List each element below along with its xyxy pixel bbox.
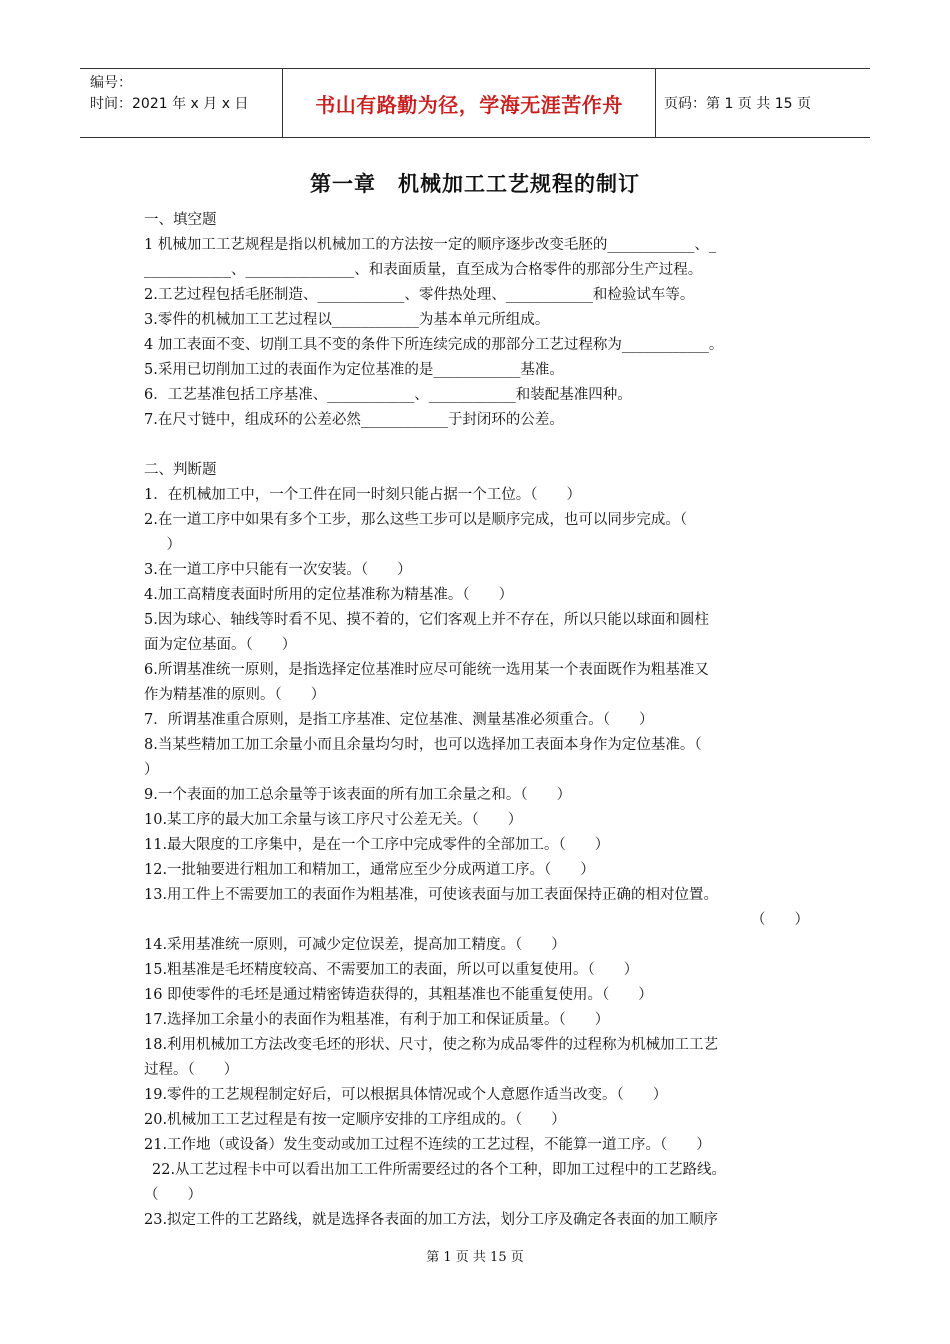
question-line: 13.用工件上不需要加工的表面作为粗基准，可使该表面与加工表面保持正确的相对位置。 (144, 887, 719, 903)
document-body (144, 208, 809, 1233)
page-footer: 第 1 页 共 15 页 (426, 1250, 524, 1265)
header-meta (80, 69, 282, 137)
question-line: 3.零件的机械加工工艺过程以____________为基本单元所组成。 (144, 312, 550, 328)
motto: 书山有路勤为径，学海无涯苦作舟 (282, 69, 656, 137)
question-line: 10.某工序的最大加工余量与该工序尺寸公差无关。（ ） (144, 812, 523, 828)
question-line: 18.利用机械加工方法改变毛坯的形状、尺寸，使之称为成品零件的过程称为机械加工工艺 (144, 1037, 719, 1053)
question-line: 3.在一道工序中只能有一次安装。（ ） (144, 562, 412, 578)
time-label: 时间：2021 年 x 月 x 日 (90, 96, 249, 112)
question-line: 7.在尺寸链中，组成环的公差必然____________于封闭环的公差。 (144, 412, 564, 428)
question-line: 17.选择加工余量小的表面作为粗基准，有利于加工和保证质量。（ ） (144, 1012, 610, 1028)
question-line: 14.采用基准统一原则，可减少定位误差，提高加工精度。（ ） (144, 937, 566, 953)
question-line: 23.拟定工件的工艺路线，就是选择各表面的加工方法，划分工序及确定各表面的加工顺序 (144, 1212, 719, 1228)
question-line: （ ） (751, 912, 809, 928)
header-page-info: 页码：第 1 页 共 15 页 (664, 96, 811, 112)
question-line: （ ） (144, 1187, 202, 1203)
question-line: 5.因为球心、轴线等时看不见、摸不着的，它们客观上并不存在，所以只能以球面和圆柱 (144, 612, 709, 628)
question-line: 4 加工表面不变、切削工具不变的条件下所连续完成的那部分工艺过程称为____________。 (144, 337, 724, 353)
question-line: 12.一批轴要进行粗加工和精加工，通常应至少分成两道工序。（ ） (144, 862, 595, 878)
fill-blank-questions (144, 233, 809, 433)
question-line: 7．所谓基准重合原则，是指工序基准、定位基准、测量基准必须重合。（ ） (144, 712, 654, 728)
number-label: 编号： (90, 75, 132, 91)
judge-questions (144, 483, 809, 1233)
question-line: ____________、_______________、和表面质量，直至成为合格零件的那部分生产过程。 (144, 262, 703, 278)
question-line: 5.采用已切削加工过的表面作为定位基准的是____________基准。 (144, 362, 564, 378)
chapter-title: 第一章 机械加工工艺规程的制订 (310, 172, 640, 196)
question-line: 20.机械加工工艺过程是有按一定顺序安排的工序组成的。（ ） (144, 1112, 566, 1128)
question-line: 2.工艺过程包括毛胚制造、____________、零件热处理、____________和检验试车等。 (144, 287, 695, 303)
question-line: 1．在机械加工中，一个工件在同一时刻只能占据一个工位。（ ） (144, 487, 581, 503)
question-line: 作为精基准的原则。（ ） (144, 687, 326, 703)
question-line: 8.当某些精加工加工余量小而且余量均匀时，也可以选择加工表面本身作为定位基准。（ (144, 737, 702, 753)
question-line: 面为定位基面。（ ） (144, 637, 297, 653)
question-line: 19.零件的工艺规程制定好后，可以根据具体情况或个人意愿作适当改变。（ ） (144, 1087, 668, 1103)
question-line: 15.粗基准是毛坯精度较高、不需要加工的表面，所以可以重复使用。（ ） (144, 962, 639, 978)
question-line: 11.最大限度的工序集中，是在一个工序中完成零件的全部加工。（ ） (144, 837, 610, 853)
question-line: 1 机械加工工艺规程是指以机械加工的方法按一定的顺序逐步改变毛胚的____________、_ (144, 237, 717, 253)
question-line: ） (144, 762, 159, 778)
document-header (80, 68, 870, 138)
question-line: 16 即使零件的毛坯是通过精密铸造获得的，其粗基准也不能重复使用。（ ） (144, 987, 653, 1003)
question-line: 22.从工艺过程卡中可以看出加工工件所需要经过的各个工种，即加工过程中的工艺路线。 (152, 1162, 727, 1178)
section-heading-fill-blank: 一、填空题 (144, 212, 217, 228)
question-line: 过程。（ ） (144, 1062, 239, 1078)
question-line: 6．工艺基准包括工序基准、____________、____________和装配基准四种。 (144, 387, 632, 403)
question-line: 6.所谓基准统一原则，是指选择定位基准时应尽可能统一选用某一个表面既作为粗基准又 (144, 662, 709, 678)
question-line: 9.一个表面的加工总余量等于该表面的所有加工余量之和。（ ） (144, 787, 572, 803)
question-line: 4.加工高精度表面时所用的定位基准称为精基准。（ ） (144, 587, 514, 603)
question-line: 2.在一道工序中如果有多个工步，那么这些工步可以是顺序完成，也可以同步完成。（ (144, 512, 688, 528)
question-line: ） (152, 537, 181, 553)
question-line: 21.工作地（或设备）发生变动或加工过程不连续的工艺过程，不能算一道工序。（ ） (144, 1137, 711, 1153)
section-heading-judge: 二、判断题 (144, 462, 217, 478)
